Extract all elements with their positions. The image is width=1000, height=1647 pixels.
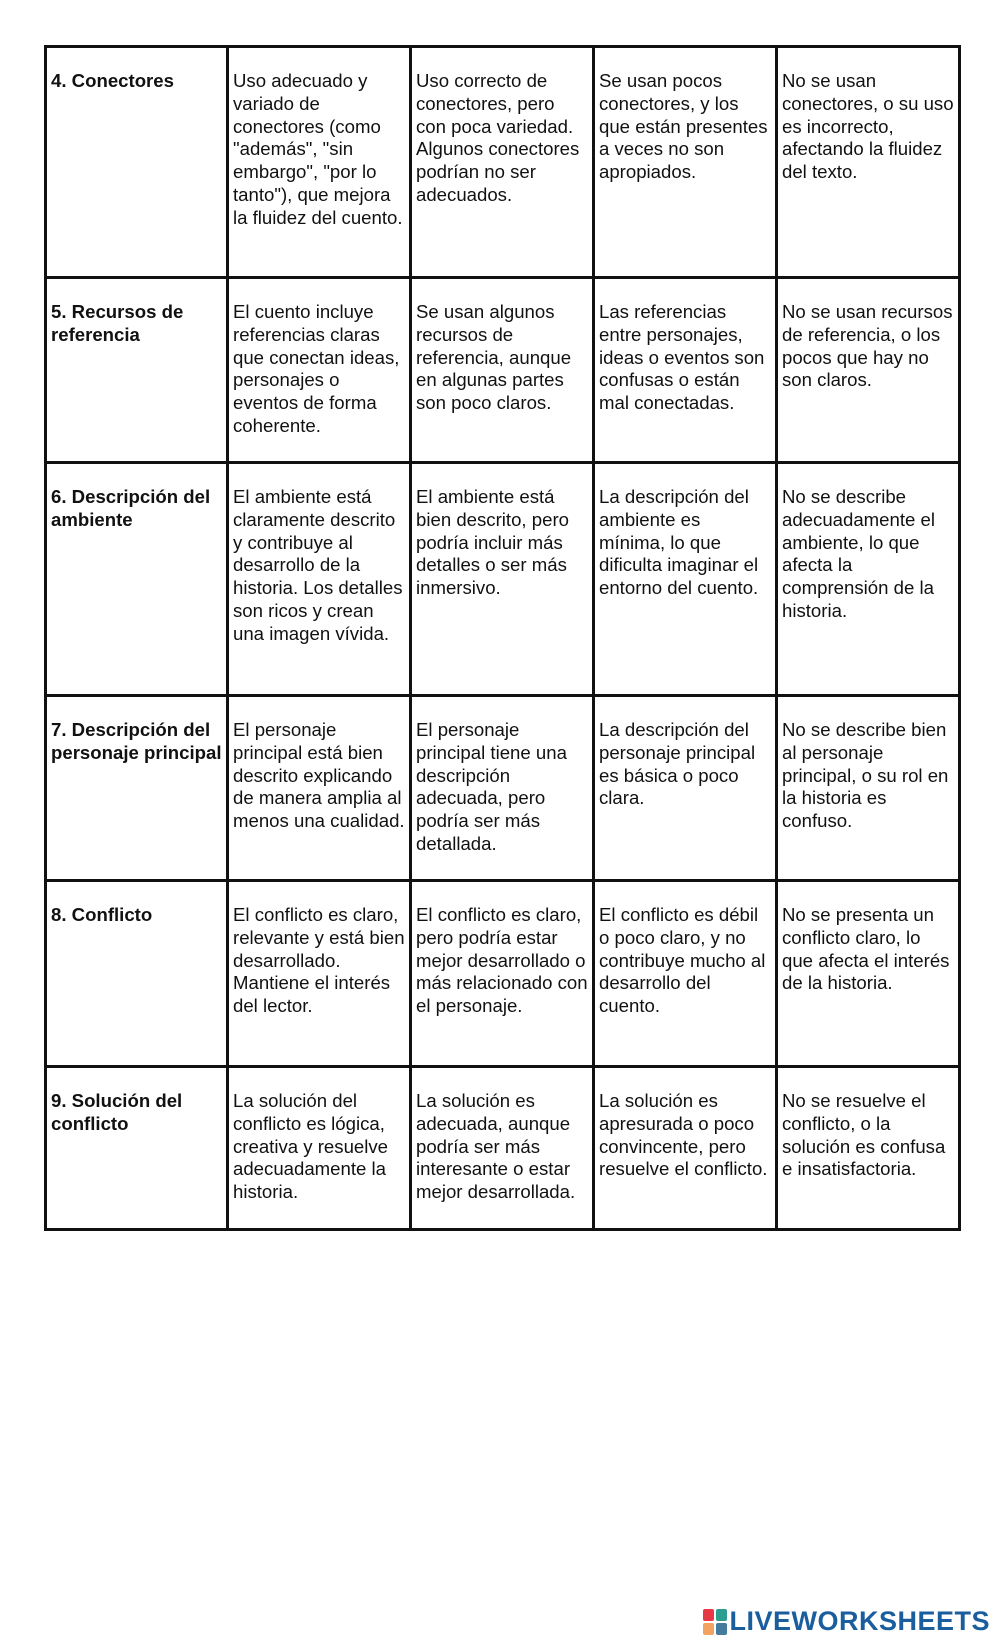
criterion-cell: 7. Descripción del personaje principal	[46, 696, 228, 881]
level-cell: El conflicto es claro, relevante y está bien desarrollado. Mantiene el interés del lector.	[228, 881, 411, 1067]
table-row	[46, 881, 960, 1067]
criterion-cell: 8. Conflicto	[46, 881, 228, 1067]
level-cell: No se usan conectores, o su uso es incorrecto, afectando la fluidez del texto.	[777, 47, 960, 278]
level-cell: El ambiente está claramente descrito y contribuye al desarrollo de la historia. Los detalles son ricos y crean una imagen vívida.	[228, 463, 411, 696]
level-cell: La solución del conflicto es lógica, creativa y resuelve adecuadamente la historia.	[228, 1067, 411, 1230]
level-cell: Se usan algunos recursos de referencia, aunque en algunas partes son poco claros.	[411, 278, 594, 463]
table-row	[46, 463, 960, 696]
level-cell: El conflicto es débil o poco claro, y no contribuye mucho al desarrollo del cuento.	[594, 881, 777, 1067]
level-cell: La descripción del personaje principal es básica o poco clara.	[594, 696, 777, 881]
table-row	[46, 696, 960, 881]
criterion-cell: 4. Conectores	[46, 47, 228, 278]
table-row	[46, 1067, 960, 1230]
level-cell: El cuento incluye referencias claras que conectan ideas, personajes o eventos de forma coherente.	[228, 278, 411, 463]
level-cell: Las referencias entre personajes, ideas o eventos son confusas o están mal conectadas.	[594, 278, 777, 463]
level-cell: La descripción del ambiente es mínima, lo que dificulta imaginar el entorno del cuento.	[594, 463, 777, 696]
level-cell: No se describe adecuadamente el ambiente, lo que afecta la comprensión de la historia.	[777, 463, 960, 696]
level-cell: No se resuelve el conflicto, o la solución es confusa e insatisfactoria.	[777, 1067, 960, 1230]
criterion-cell: 5. Recursos de referencia	[46, 278, 228, 463]
level-cell: El conflicto es claro, pero podría estar mejor desarrollado o más relacionado con el personaje.	[411, 881, 594, 1067]
table-row	[46, 47, 960, 278]
criterion-cell: 6. Descripción del ambiente	[46, 463, 228, 696]
level-cell: Uso adecuado y variado de conectores (como "además", "sin embargo", "por lo tanto"), que mejora la fluidez del cuento.	[228, 47, 411, 278]
level-cell: Se usan pocos conectores, y los que están presentes a veces no son apropiados.	[594, 47, 777, 278]
level-cell: La solución es apresurada o poco convincente, pero resuelve el conflicto.	[594, 1067, 777, 1230]
level-cell: No se describe bien al personaje principal, o su rol en la historia es confuso.	[777, 696, 960, 881]
level-cell: La solución es adecuada, aunque podría ser más interesante o estar mejor desarrollada.	[411, 1067, 594, 1230]
criterion-cell: 9. Solución del conflicto	[46, 1067, 228, 1230]
level-cell: No se presenta un conflicto claro, lo que afecta el interés de la historia.	[777, 881, 960, 1067]
rubric-table	[44, 45, 961, 1231]
table-row	[46, 278, 960, 463]
liveworksheets-logo-icon	[703, 1609, 727, 1635]
liveworksheets-logo	[703, 1606, 990, 1637]
level-cell: El ambiente está bien descrito, pero podría incluir más detalles o ser más inmersivo.	[411, 463, 594, 696]
brand-name: LIVEWORKSHEETS	[729, 1606, 990, 1636]
level-cell: El personaje principal tiene una descripción adecuada, pero podría ser más detallada.	[411, 696, 594, 881]
level-cell: No se usan recursos de referencia, o los pocos que hay no son claros.	[777, 278, 960, 463]
level-cell: El personaje principal está bien descrito explicando de manera amplia al menos una cualidad.	[228, 696, 411, 881]
level-cell: Uso correcto de conectores, pero con poca variedad. Algunos conectores podrían no ser adecuados.	[411, 47, 594, 278]
